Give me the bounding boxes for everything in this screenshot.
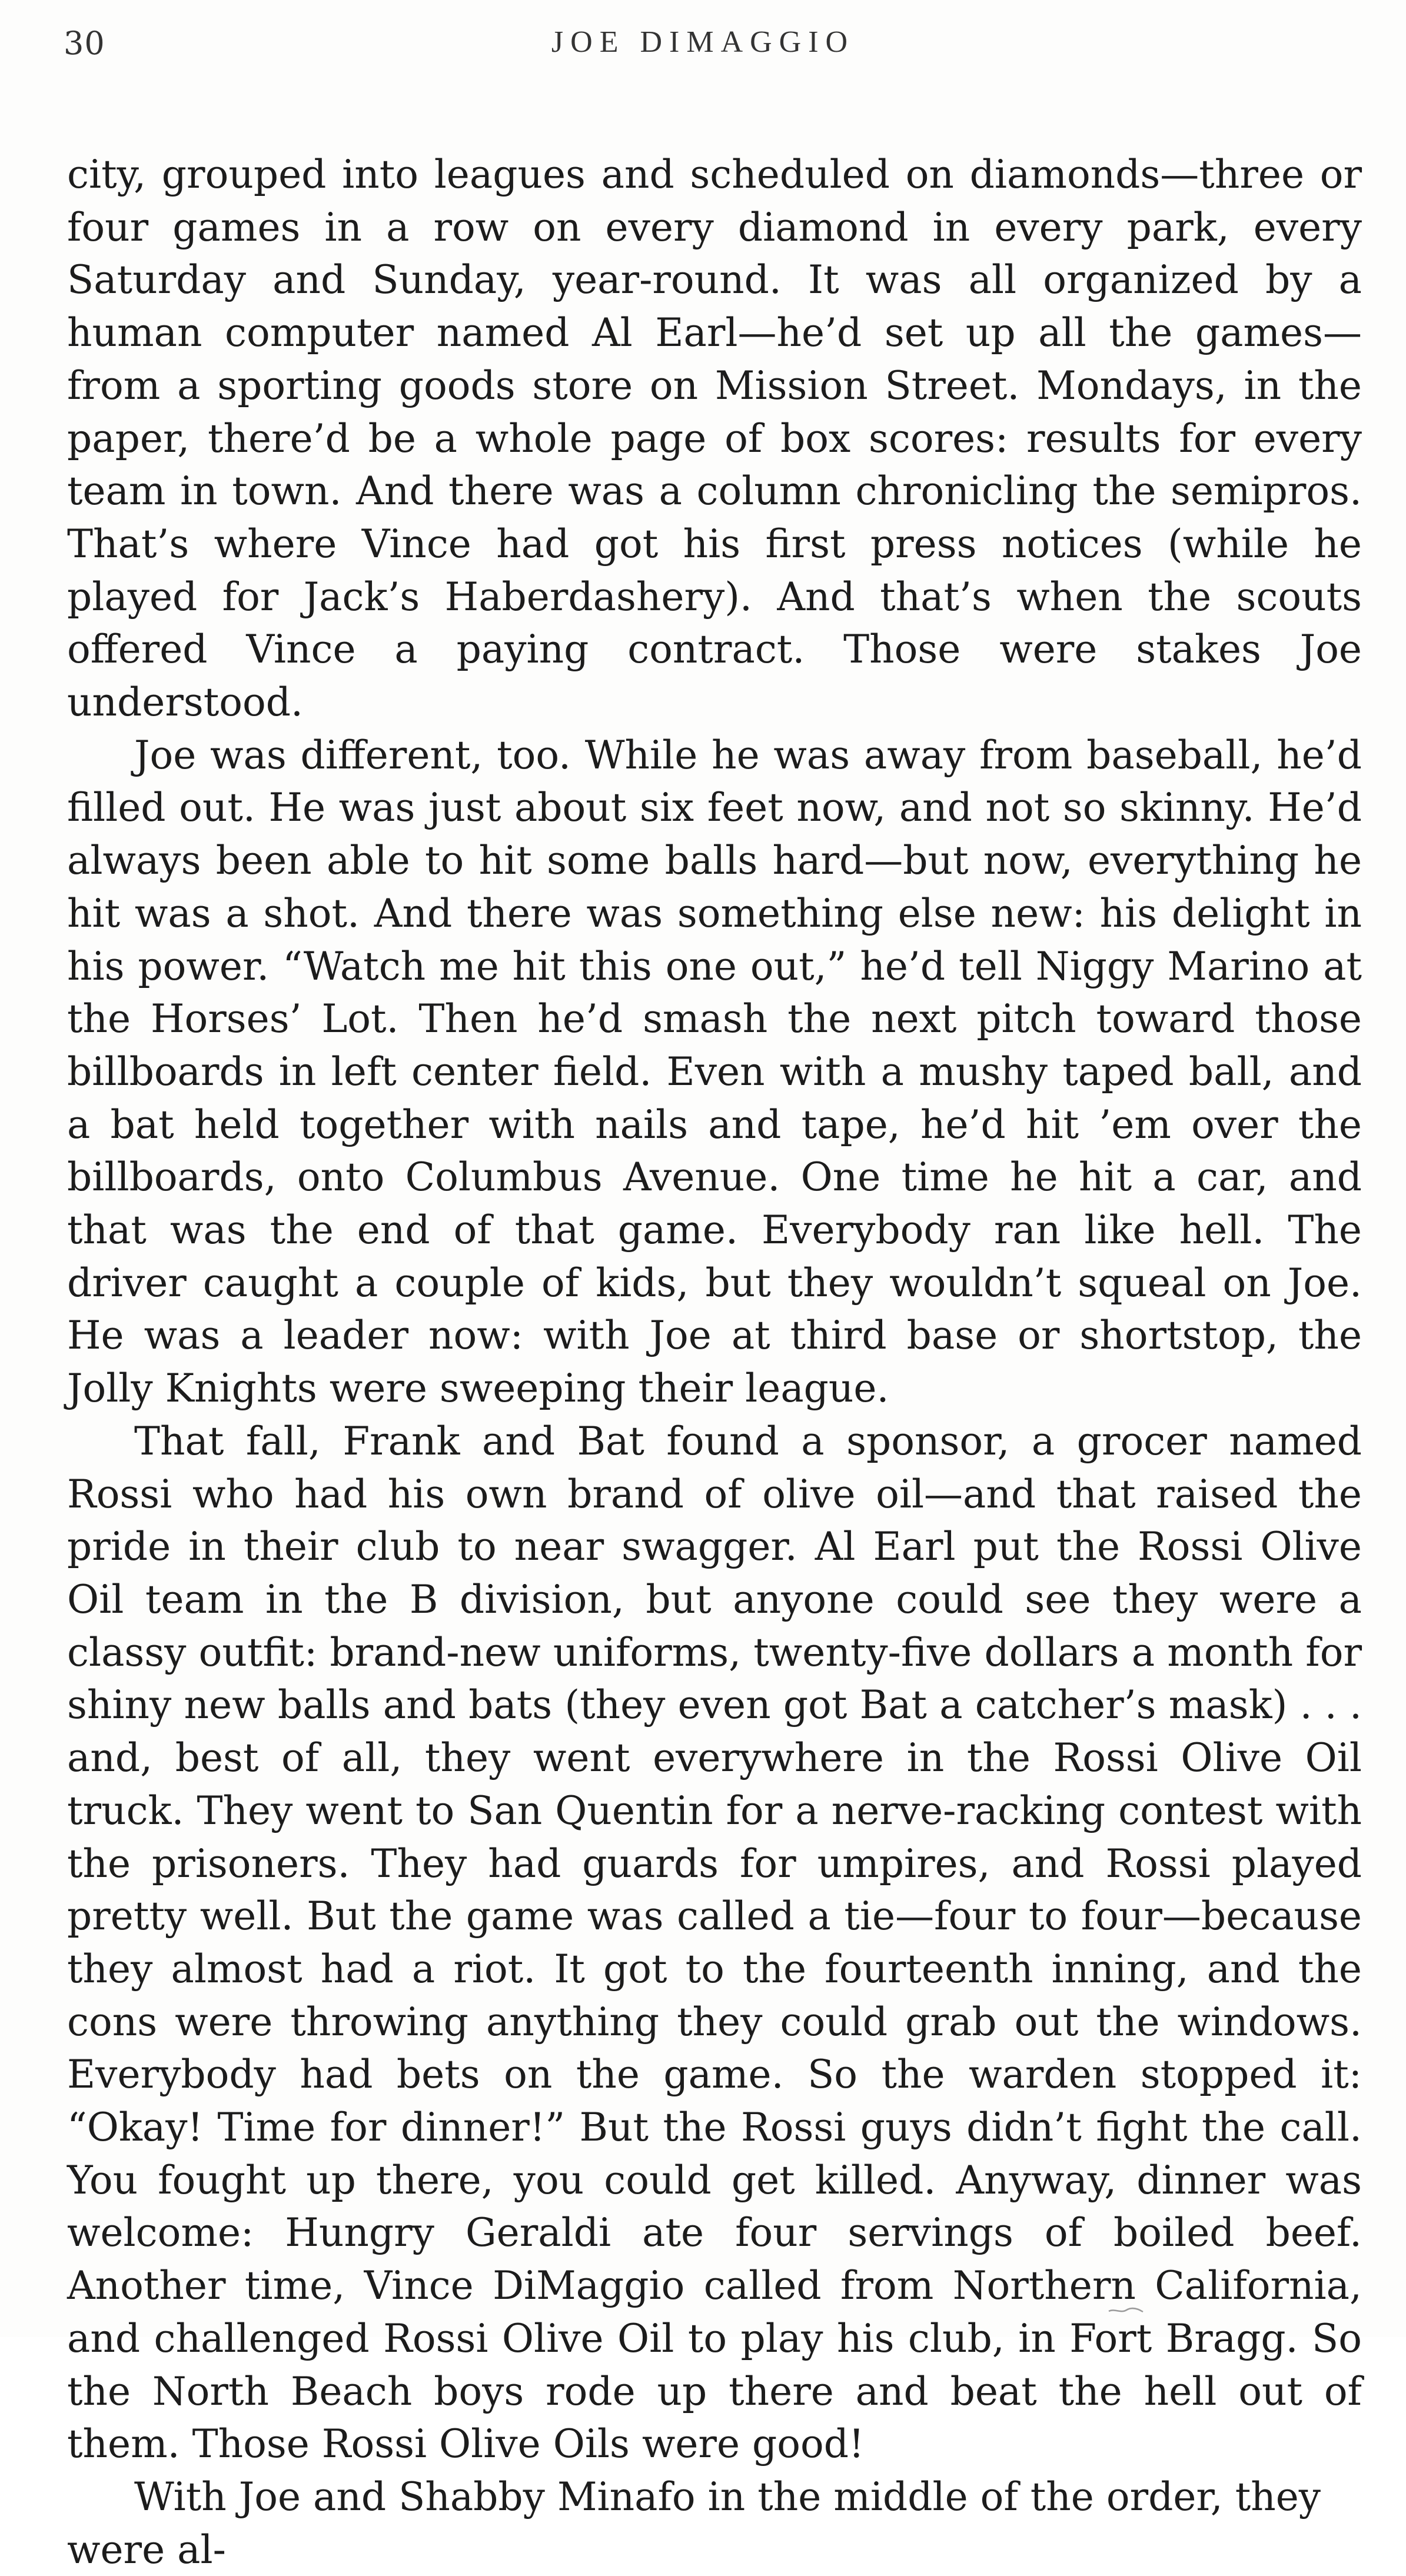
paragraph: With Joe and Shabby Minafo in the middle of the order, they were al- — [67, 2474, 1321, 2572]
body-text — [67, 148, 1362, 2576]
ink-smudge-mark — [1106, 2307, 1154, 2315]
running-head — [64, 25, 1342, 72]
paragraph: That fall, Frank and Bat found a sponsor, a grocer named Rossi who had his own brand of olive oil—and that raised the pride in their club to near swagger. Al Earl put the Rossi Olive Oil team in the B division, but anyone could see they were a classy outfit: brand-new uniforms, twenty-five dollars a month for shiny new balls and bats (they even got Bat a catcher’s mask) . . . and, best of all, they went everywhere in the Rossi Olive Oil truck. They went to San Quentin for a nerve-racking contest with the prisoners. They had guards for umpires, and Rossi played pretty well. But the game was called a tie—four to four—because they almost had a riot. It got to the fourteenth inning, and the cons were throwing anything they could grab out the windows. Everybody had bets on the game. So the warden stopped it: “Okay! Time for dinner!” But the Rossi guys didn’t fight the call. You fought up there, you could get killed. Anyway, dinner was welcome: Hungry Geraldi ate four servings of boiled beef. Another time, Vince DiMaggio called from Northern California, and challenged Rossi Olive Oil to play his club, in Fort Bragg. So the North Beach boys rode up there and beat the hell out of them. Those Rossi Olive Oils were good! — [67, 1418, 1362, 2467]
paragraph-continued: city, grouped into leagues and scheduled on diamonds—three or four games in a row on every diamond in every park, every Saturday and Sunday, year-round. It was all organized by a human computer named Al Earl—he’d set up all the games—from a sporting goods store on Mission Street. Mondays, in the paper, there’d be a whole page of box scores: results for every team in town. And there was a column chronicling the semipros. That’s where Vince had got his first press notices (while he played for Jack’s Haberdashery). And that’s when the scouts offered Vince a paying contract. Those were stakes Joe understood. — [67, 152, 1362, 725]
page-number: 30 — [64, 25, 105, 62]
running-title: JOE DIMAGGIO — [551, 25, 855, 59]
paragraph: Joe was different, too. While he was away from baseball, he’d filled out. He was just about six feet now, and not so skinny. He’d always been able to hit some balls hard—but now, everything he hit was a shot. And there was something else new: his delight in his power. “Watch me hit this one out,” he’d tell Niggy Marino at the Horses’ Lot. Then he’d smash the next pitch toward those billboards in left center field. Even with a mushy taped ball, and a bat held together with nails and tape, he’d hit ’em over the billboards, onto Columbus Avenue. One time he hit a car, and that was the end of that game. Everybody ran like hell. The driver caught a couple of kids, but they wouldn’t squeal on Joe. He was a leader now: with Joe at third base or shortstop, the Jolly Knights were sweeping their league. — [67, 732, 1362, 1412]
